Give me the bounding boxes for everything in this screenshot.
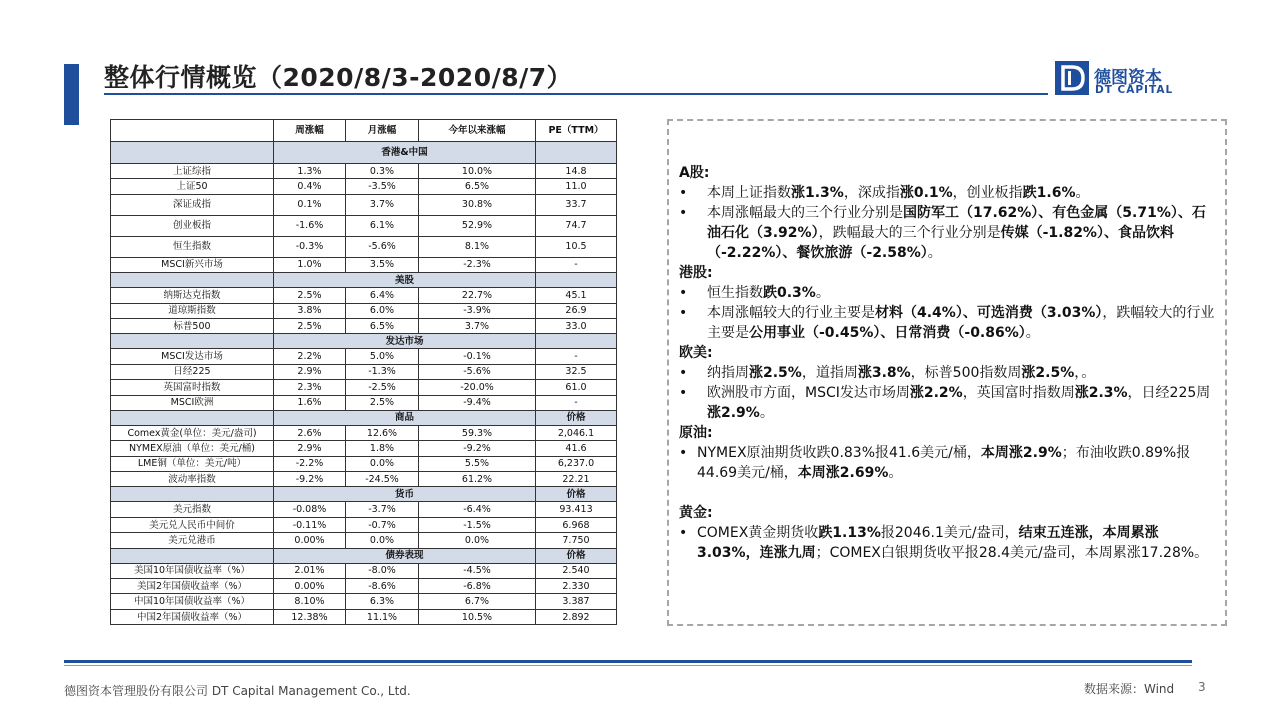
a-share-item-2	[679, 203, 1217, 263]
a-share-item-1	[679, 183, 1217, 203]
table-row	[111, 502, 617, 517]
bullet-icon: •	[679, 305, 688, 321]
row-value: -24.5%	[346, 472, 419, 487]
row-label: MSCI新兴市场	[111, 257, 274, 272]
row-value: 30.8%	[419, 194, 536, 215]
page-number: 3	[1198, 680, 1206, 694]
row-value: 5.0%	[346, 349, 419, 364]
logo-en-text: DT CAPITAL	[1095, 84, 1174, 96]
table-row	[111, 517, 617, 532]
table-row	[111, 349, 617, 364]
body-text: ，标普500指数周	[910, 365, 1022, 381]
row-value: 5.5%	[419, 456, 536, 471]
body-text: 。	[1025, 325, 1040, 341]
table-row	[111, 579, 617, 594]
table-row	[111, 288, 617, 303]
table-row	[111, 609, 617, 624]
body-text: 纳指周	[707, 365, 749, 381]
row-value: 6.968	[536, 517, 617, 532]
body-text: ；COMEX白银期货收平报28.4美元/盎司，本周累涨17.28%。	[815, 545, 1209, 561]
hk-item-2	[679, 303, 1217, 343]
table-row	[111, 179, 617, 194]
row-value: 12.6%	[346, 425, 419, 440]
highlight-text: 跌1.13%	[818, 525, 881, 541]
row-label: 上证50	[111, 179, 274, 194]
row-value: 1.3%	[274, 164, 346, 179]
row-value: 10.0%	[419, 164, 536, 179]
body-text: ，日经225周	[1127, 385, 1211, 401]
body-text: 本周上证指数	[707, 185, 791, 201]
footer-divider-thin	[64, 665, 1192, 666]
section-price-header	[536, 334, 617, 349]
table-row	[111, 364, 617, 379]
highlight-text: 跌1.6%	[1022, 185, 1076, 201]
table-row	[111, 594, 617, 609]
row-value: 10.5	[536, 236, 617, 257]
title-divider	[104, 93, 1048, 95]
us-eu-item-2	[679, 383, 1217, 423]
row-value: -2.3%	[419, 257, 536, 272]
body-text: ，深成指	[843, 185, 900, 201]
row-label: Comex黄金(单位：美元/盎司)	[111, 425, 274, 440]
row-label: 上证综指	[111, 164, 274, 179]
column-header: 月涨幅	[346, 120, 419, 142]
row-value: 1.8%	[346, 441, 419, 456]
row-value: 6.7%	[419, 594, 536, 609]
gold-heading: 黄金:	[679, 505, 713, 521]
row-value: 52.9%	[419, 215, 536, 236]
row-label: 美元兑人民币中间价	[111, 517, 274, 532]
section-row	[111, 548, 617, 563]
us-eu-heading: 欧美:	[679, 345, 713, 361]
bullet-icon: •	[679, 285, 688, 301]
row-value: 0.3%	[346, 164, 419, 179]
row-value: 2.9%	[274, 364, 346, 379]
row-label: 日经225	[111, 364, 274, 379]
row-value: 6.5%	[419, 179, 536, 194]
table-row	[111, 533, 617, 548]
row-value: 2.2%	[274, 349, 346, 364]
row-value: 59.3%	[419, 425, 536, 440]
highlight-text: 涨3.8%	[857, 365, 911, 381]
row-value: 2.330	[536, 579, 617, 594]
row-value: -1.5%	[419, 517, 536, 532]
highlight-text: 跌0.3%	[763, 285, 816, 301]
row-value: 0.0%	[346, 533, 419, 548]
body-text: COMEX黄金期货收	[697, 525, 819, 541]
row-value: -8.0%	[346, 563, 419, 578]
title-accent-bar	[64, 64, 79, 125]
body-text: ；布油收跌0.89%报44.69美元/桶，	[697, 445, 1191, 481]
body-text: 欧洲股市方面，MSCI发达市场周	[707, 385, 910, 401]
highlight-text: 国防军工（17.62%）、有色金属（5.71%）、石油石化（3.92%）	[707, 205, 1206, 241]
row-value: 2.6%	[274, 425, 346, 440]
highlight-text: 传媒（-1.82%）、食品饮料（-2.22%）、餐饮旅游（-2.58%）	[707, 225, 1174, 261]
row-value: -1.6%	[274, 215, 346, 236]
table-row	[111, 425, 617, 440]
row-value: 0.00%	[274, 533, 346, 548]
body-text: ，创业板指	[952, 185, 1023, 201]
section-title: 债券表现	[274, 548, 536, 563]
row-value: 32.5	[536, 364, 617, 379]
row-label: 美元兑港币	[111, 533, 274, 548]
body-text: ，英国富时指数周	[962, 385, 1075, 401]
table-row	[111, 257, 617, 272]
body-text: 本周涨幅最大的三个行业分别是	[707, 205, 903, 221]
row-value: 41.6	[536, 441, 617, 456]
body-text: 。	[759, 405, 774, 421]
row-value: -9.2%	[274, 472, 346, 487]
row-value: -3.5%	[346, 179, 419, 194]
row-label: LME铜（单位：美元/吨）	[111, 456, 274, 471]
row-value: -5.6%	[346, 236, 419, 257]
highlight-text: 本周涨2.9%	[980, 445, 1062, 461]
row-value: 74.7	[536, 215, 617, 236]
table-row	[111, 164, 617, 179]
row-value: 3.7%	[419, 318, 536, 333]
row-value: 45.1	[536, 288, 617, 303]
body-text: 。	[815, 285, 830, 301]
row-label: 创业板指	[111, 215, 274, 236]
bullet-icon: •	[679, 445, 688, 461]
highlight-text: 涨2.5%	[749, 365, 802, 381]
hk-item-1	[679, 283, 1217, 303]
column-header	[111, 120, 274, 142]
row-value: 0.0%	[346, 456, 419, 471]
row-value: 3.387	[536, 594, 617, 609]
body-text: 。	[1075, 185, 1090, 201]
row-value: 11.1%	[346, 609, 419, 624]
table-row	[111, 563, 617, 578]
row-value: -2.5%	[346, 380, 419, 395]
row-value: -3.7%	[346, 502, 419, 517]
row-value: 0.0%	[419, 533, 536, 548]
row-label: 中国10年国债收益率（%）	[111, 594, 274, 609]
body-text: ，道指周	[801, 365, 858, 381]
table-row	[111, 395, 617, 410]
row-value: 1.6%	[274, 395, 346, 410]
row-label: 纳斯达克指数	[111, 288, 274, 303]
body-text: 本周涨幅较大的行业主要是	[707, 305, 875, 321]
table-row	[111, 472, 617, 487]
row-value: 11.0	[536, 179, 617, 194]
row-value: 2.892	[536, 609, 617, 624]
row-value: -2.2%	[274, 456, 346, 471]
row-value: 2.9%	[274, 441, 346, 456]
row-value: -0.7%	[346, 517, 419, 532]
table-row	[111, 456, 617, 471]
column-header: PE（TTM）	[536, 120, 617, 142]
row-value: 8.1%	[419, 236, 536, 257]
row-value: 3.5%	[346, 257, 419, 272]
logo-d-icon	[1055, 61, 1089, 95]
row-value: 2,046.1	[536, 425, 617, 440]
row-value: 6.5%	[346, 318, 419, 333]
section-title: 美股	[274, 273, 536, 288]
highlight-text: 涨2.5%	[1021, 365, 1075, 381]
row-value: 2.5%	[274, 288, 346, 303]
market-overview-table	[110, 119, 616, 625]
row-label: MSCI发达市场	[111, 349, 274, 364]
body-text: 。	[888, 465, 903, 481]
row-value: 6.1%	[346, 215, 419, 236]
row-value: 10.5%	[419, 609, 536, 624]
section-price-header	[536, 142, 617, 164]
bullet-icon: •	[679, 525, 688, 541]
table-row	[111, 194, 617, 215]
row-value: 33.7	[536, 194, 617, 215]
highlight-text: 涨0.1%	[899, 185, 953, 201]
row-value: 12.38%	[274, 609, 346, 624]
row-label: 标普500	[111, 318, 274, 333]
body-text: 恒生指数	[707, 285, 763, 301]
section-spacer	[111, 548, 274, 563]
row-value: 6,237.0	[536, 456, 617, 471]
row-label: 波动率指数	[111, 472, 274, 487]
bullet-icon: •	[679, 185, 688, 201]
row-value: 93.413	[536, 502, 617, 517]
commentary-panel	[667, 119, 1227, 626]
row-value: 22.7%	[419, 288, 536, 303]
section-spacer	[111, 273, 274, 288]
table-row	[111, 303, 617, 318]
row-label: 恒生指数	[111, 236, 274, 257]
row-value: -	[536, 349, 617, 364]
us-eu-item-1	[679, 363, 1217, 383]
body-text: NYMEX原油期货收跌0.83%报41.6美元/桶，	[697, 445, 981, 461]
row-label: MSCI欧洲	[111, 395, 274, 410]
row-value: -3.9%	[419, 303, 536, 318]
highlight-text: 本周涨2.69%	[797, 465, 889, 481]
row-label: NYMEX原油（单位：美元/桶)	[111, 441, 274, 456]
table-row	[111, 215, 617, 236]
footer-company: 德图资本管理股份有限公司 DT Capital Management Co., Ltd.	[64, 684, 411, 698]
row-value: 6.0%	[346, 303, 419, 318]
row-label: 美国10年国债收益率（%）	[111, 563, 274, 578]
row-value: 2.01%	[274, 563, 346, 578]
row-value: 8.10%	[274, 594, 346, 609]
table-row	[111, 236, 617, 257]
row-value: -1.3%	[346, 364, 419, 379]
column-header: 周涨幅	[274, 120, 346, 142]
row-value: 7.750	[536, 533, 617, 548]
section-spacer	[111, 142, 274, 164]
section-row	[111, 487, 617, 502]
row-value: 1.0%	[274, 257, 346, 272]
section-price-header	[536, 273, 617, 288]
row-value: 22.21	[536, 472, 617, 487]
row-label: 英国富时指数	[111, 380, 274, 395]
highlight-text: 公用事业（-0.45%）、日常消费（-0.86%）	[749, 325, 1026, 341]
table-row	[111, 380, 617, 395]
section-row	[111, 410, 617, 425]
section-title: 发达市场	[274, 334, 536, 349]
footer-source: 数据来源：Wind	[1084, 682, 1175, 696]
section-row	[111, 334, 617, 349]
body-text: ，。	[1074, 365, 1096, 381]
row-value: 2.3%	[274, 380, 346, 395]
row-value: -0.3%	[274, 236, 346, 257]
body-text: ，跌幅较大的行业主要是	[707, 305, 1215, 341]
oil-item-1	[679, 443, 1217, 483]
logo-cn-text: 德图资本	[1094, 68, 1162, 88]
highlight-text: 材料（4.4%）、可选消费（3.03%）	[875, 305, 1103, 321]
section-title: 香港&中国	[274, 142, 536, 164]
body-text: ，跌幅最大的三个行业分别是	[818, 225, 1001, 241]
company-logo	[1055, 61, 1195, 97]
row-label: 中国2年国债收益率（%）	[111, 609, 274, 624]
row-value: 6.3%	[346, 594, 419, 609]
table-row	[111, 318, 617, 333]
row-value: -0.1%	[419, 349, 536, 364]
body-text: 报2046.1美元/盎司，	[880, 525, 1019, 541]
section-price-header: 价格	[536, 487, 617, 502]
row-value: 6.4%	[346, 288, 419, 303]
row-value: 2.540	[536, 563, 617, 578]
row-value: 2.5%	[274, 318, 346, 333]
row-value: 61.0	[536, 380, 617, 395]
highlight-text: 结束五连涨，本周累涨3.03%，连涨九周	[697, 525, 1159, 561]
page-title: 整体行情概览（2020/8/3-2020/8/7）	[104, 63, 573, 92]
gold-item-1	[679, 523, 1217, 563]
section-price-header: 价格	[536, 548, 617, 563]
hk-heading: 港股:	[679, 265, 713, 281]
row-value: 26.9	[536, 303, 617, 318]
section-spacer	[111, 410, 274, 425]
oil-heading: 原油:	[679, 425, 713, 441]
table-row	[111, 441, 617, 456]
footer-divider	[64, 660, 1192, 663]
row-value: 0.1%	[274, 194, 346, 215]
highlight-text: 涨2.3%	[1074, 385, 1128, 401]
bullet-icon: •	[679, 365, 688, 381]
market-table	[110, 119, 617, 625]
row-value: 14.8	[536, 164, 617, 179]
row-label: 美元指数	[111, 502, 274, 517]
row-value: -6.4%	[419, 502, 536, 517]
row-value: -0.11%	[274, 517, 346, 532]
row-label: 深证成指	[111, 194, 274, 215]
highlight-text: 涨1.3%	[791, 185, 844, 201]
body-text: 。	[927, 245, 942, 261]
row-value: -6.8%	[419, 579, 536, 594]
column-header: 今年以来涨幅	[419, 120, 536, 142]
row-value: 0.4%	[274, 179, 346, 194]
row-value: 2.5%	[346, 395, 419, 410]
row-value: -	[536, 395, 617, 410]
a-share-heading: A股:	[679, 165, 710, 181]
row-value: -8.6%	[346, 579, 419, 594]
section-row	[111, 142, 617, 164]
row-value: -5.6%	[419, 364, 536, 379]
bullet-icon: •	[679, 205, 688, 221]
row-value: 3.7%	[346, 194, 419, 215]
section-spacer	[111, 487, 274, 502]
row-value: 61.2%	[419, 472, 536, 487]
section-title: 货币	[274, 487, 536, 502]
section-price-header: 价格	[536, 410, 617, 425]
row-value: 33.0	[536, 318, 617, 333]
table-header-row	[111, 120, 617, 142]
highlight-text: 涨2.2%	[909, 385, 963, 401]
row-value: 3.8%	[274, 303, 346, 318]
section-title: 商品	[274, 410, 536, 425]
section-spacer	[111, 334, 274, 349]
row-value: -0.08%	[274, 502, 346, 517]
row-value: -9.2%	[419, 441, 536, 456]
highlight-text: 涨2.9%	[707, 405, 760, 421]
section-row	[111, 273, 617, 288]
row-label: 美国2年国债收益率（%）	[111, 579, 274, 594]
row-value: -	[536, 257, 617, 272]
row-label: 道琼斯指数	[111, 303, 274, 318]
row-value: 0.00%	[274, 579, 346, 594]
row-value: -4.5%	[419, 563, 536, 578]
row-value: -9.4%	[419, 395, 536, 410]
bullet-icon: •	[679, 385, 688, 401]
row-value: -20.0%	[419, 380, 536, 395]
